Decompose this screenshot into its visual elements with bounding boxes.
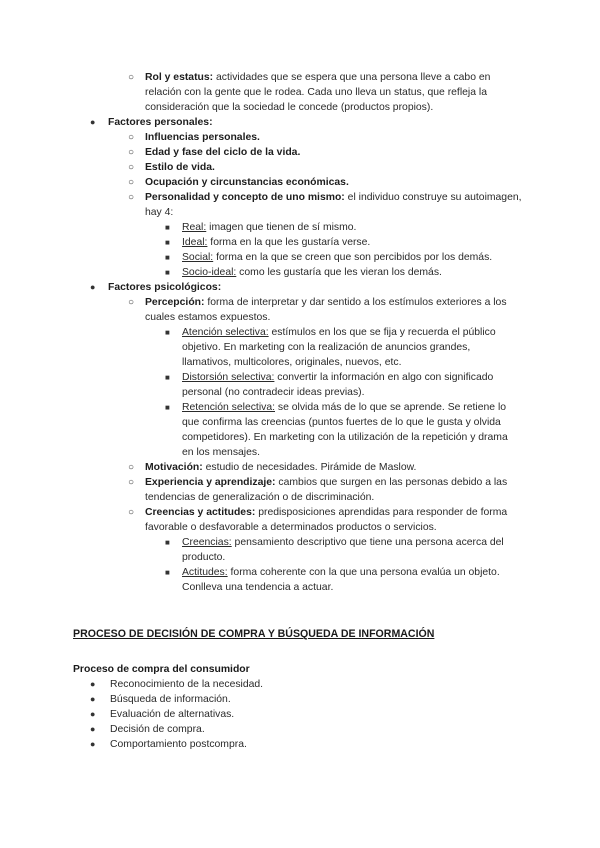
term-label: Influencias personales. [145, 132, 260, 143]
purchase-step-text: Decisión de compra. [110, 724, 205, 735]
bullet-icon: ○ [128, 162, 135, 173]
term-label: Factores personales: [108, 117, 213, 128]
outline-item-text [145, 460, 523, 475]
term-label: Percepción: [145, 297, 205, 308]
bullet-icon: ■ [165, 268, 170, 277]
bullet-icon: ● [90, 282, 96, 292]
purchase-step-text: Evaluación de alternativas. [110, 709, 235, 720]
definition-text: actividades que se espera que una persona lleve a cabo en relación con la gente que le rodea. Cada uno lleva un status, que refleja la consideración que la sociedad le concede (productos propios). [145, 72, 491, 113]
outline-item-text [145, 475, 523, 505]
bullet-icon: ● [90, 739, 96, 749]
definition-text: el individuo construye su autoimagen, hay 4: [145, 192, 522, 218]
outline-item-text [182, 325, 522, 370]
bullet-icon: ○ [128, 132, 135, 143]
outline-item-level-2 [0, 145, 600, 160]
term-label: Atención selectiva: [182, 327, 269, 338]
outline-item-level-3 [0, 235, 600, 250]
outline-item-text [182, 400, 522, 460]
bullet-icon: ● [90, 679, 96, 689]
outline-item-level-3 [0, 250, 600, 265]
outline-item-level-3 [0, 565, 600, 595]
term-label: Retención selectiva: [182, 402, 275, 413]
term-label: Distorsión selectiva: [182, 372, 275, 383]
outline-item-level-2 [0, 70, 600, 115]
outline-item-text [145, 70, 523, 115]
outline-item-level-1 [0, 280, 600, 295]
bullet-icon: ○ [128, 72, 135, 83]
definition-text: imagen que tienen de sí mismo. [206, 222, 357, 233]
bullet-icon: ● [90, 694, 96, 704]
term-label: Edad y fase del ciclo de la vida. [145, 147, 301, 158]
purchase-step-item [0, 737, 600, 752]
outline-item-text [145, 175, 523, 190]
bullet-icon: ■ [165, 238, 170, 247]
outline-item-level-3 [0, 400, 600, 460]
term-label: Personalidad y concepto de uno mismo: [145, 192, 345, 203]
outline-item-text [182, 220, 522, 235]
subheading: Proceso de compra del consumidor [73, 664, 250, 675]
bullet-icon: ■ [165, 403, 170, 412]
term-label: Rol y estatus: [145, 72, 214, 83]
outline-item-text [108, 115, 528, 130]
outline-item-text [182, 535, 522, 565]
section-heading: PROCESO DE DECISIÓN DE COMPRA Y BÚSQUEDA DE INFORMACIÓN [73, 628, 435, 640]
outline-item-level-2 [0, 175, 600, 190]
bullet-icon: ○ [128, 192, 135, 203]
term-label: Creencias: [182, 537, 232, 548]
bullet-icon: ● [90, 724, 96, 734]
bullet-icon: ■ [165, 223, 170, 232]
bullet-icon: ○ [128, 177, 135, 188]
outline-item-text [145, 505, 523, 535]
outline-item-text [145, 160, 523, 175]
definition-text: forma coherente con la que una persona evalúa un objeto. Conlleva una tendencia a actuar. [182, 567, 500, 593]
outline-item-level-2 [0, 295, 600, 325]
outline-item-text [182, 565, 522, 595]
term-label: Factores psicológicos: [108, 282, 222, 293]
outline-item-text [182, 265, 522, 280]
definition-text: convertir la información en algo con significado personal (no contradecir ideas previas). [182, 372, 494, 398]
term-label: Creencias y actitudes: [145, 507, 256, 518]
term-label: Ideal: [182, 237, 208, 248]
outline-list [0, 70, 600, 595]
outline-item-text [145, 145, 523, 160]
purchase-step-text: Reconocimiento de la necesidad. [110, 679, 264, 690]
outline-item-text [145, 190, 523, 220]
definition-text: como les gustaría que les vieran los demás. [236, 267, 442, 278]
outline-item-text [182, 235, 522, 250]
outline-item-level-2 [0, 460, 600, 475]
bullet-icon: ○ [128, 297, 135, 308]
definition-text: predisposiciones aprendidas para responder de forma favorable o desfavorable a determinados productos o servicios. [145, 507, 508, 533]
bullet-icon: ● [90, 709, 96, 719]
term-label: Real: [182, 222, 207, 233]
purchase-step-item [0, 692, 600, 707]
outline-item-level-2 [0, 505, 600, 535]
bullet-icon: ■ [165, 253, 170, 262]
purchase-step-text: Comportamiento postcompra. [110, 739, 247, 750]
definition-text: forma de interpretar y dar sentido a los estímulos exteriores a los cuales estamos expuestos. [145, 297, 507, 323]
bullet-icon: ■ [165, 538, 170, 547]
term-label: Estilo de vida. [145, 162, 215, 173]
bullet-icon: ■ [165, 373, 170, 382]
definition-text: forma en la que se creen que son percibidos por los demás. [213, 252, 493, 263]
bullet-icon: ○ [128, 477, 135, 488]
bullet-icon: ■ [165, 328, 170, 337]
term-label: Socio-ideal: [182, 267, 237, 278]
bullet-icon: ○ [128, 147, 135, 158]
term-label: Social: [182, 252, 214, 263]
term-label: Experiencia y aprendizaje: [145, 477, 276, 488]
purchase-step-item [0, 677, 600, 692]
outline-item-text [108, 280, 528, 295]
purchase-step-item [0, 722, 600, 737]
outline-item-level-3 [0, 370, 600, 400]
bullet-icon: ○ [128, 507, 135, 518]
bullet-icon: ■ [165, 568, 170, 577]
outline-item-level-2 [0, 475, 600, 505]
bullet-icon: ● [90, 117, 96, 127]
document-page [0, 70, 600, 752]
definition-text: estímulos en los que se fija y recuerda el público objetivo. En marketing con la realización de anuncios grandes, llamativos, multicolores, originales, nuevos, etc. [182, 327, 496, 368]
definition-text: se olvida más de lo que se aprende. Se retiene lo que confirma las creencias (puntos fuertes de lo que le gusta y olvida competidores). En marketing con la utilización de la repetición y drama en los mensajes. [182, 402, 508, 458]
outline-item-level-3 [0, 220, 600, 235]
term-label: Motivación: [145, 462, 203, 473]
definition-text: estudio de necesidades. Pirámide de Maslow. [202, 462, 417, 473]
outline-item-level-3 [0, 535, 600, 565]
term-label: Ocupación y circunstancias económicas. [145, 177, 349, 188]
definition-text: cambios que surgen en las personas debido a las tendencias de generalización o de discriminación. [145, 477, 508, 503]
outline-item-level-2 [0, 160, 600, 175]
outline-item-level-2 [0, 190, 600, 220]
definition-text: forma en la que les gustaría verse. [207, 237, 371, 248]
outline-item-level-3 [0, 325, 600, 370]
outline-item-text [182, 370, 522, 400]
outline-item-level-2 [0, 130, 600, 145]
outline-item-text [145, 130, 523, 145]
purchase-step-item [0, 707, 600, 722]
outline-item-text [145, 295, 523, 325]
definition-text: pensamiento descriptivo que tiene una persona acerca del producto. [182, 537, 504, 563]
bullet-icon: ○ [128, 462, 135, 473]
outline-item-level-1 [0, 115, 600, 130]
outline-item-level-3 [0, 265, 600, 280]
term-label: Actitudes: [182, 567, 228, 578]
purchase-step-text: Búsqueda de información. [110, 694, 231, 705]
outline-item-text [182, 250, 522, 265]
purchase-steps-list [0, 677, 600, 752]
